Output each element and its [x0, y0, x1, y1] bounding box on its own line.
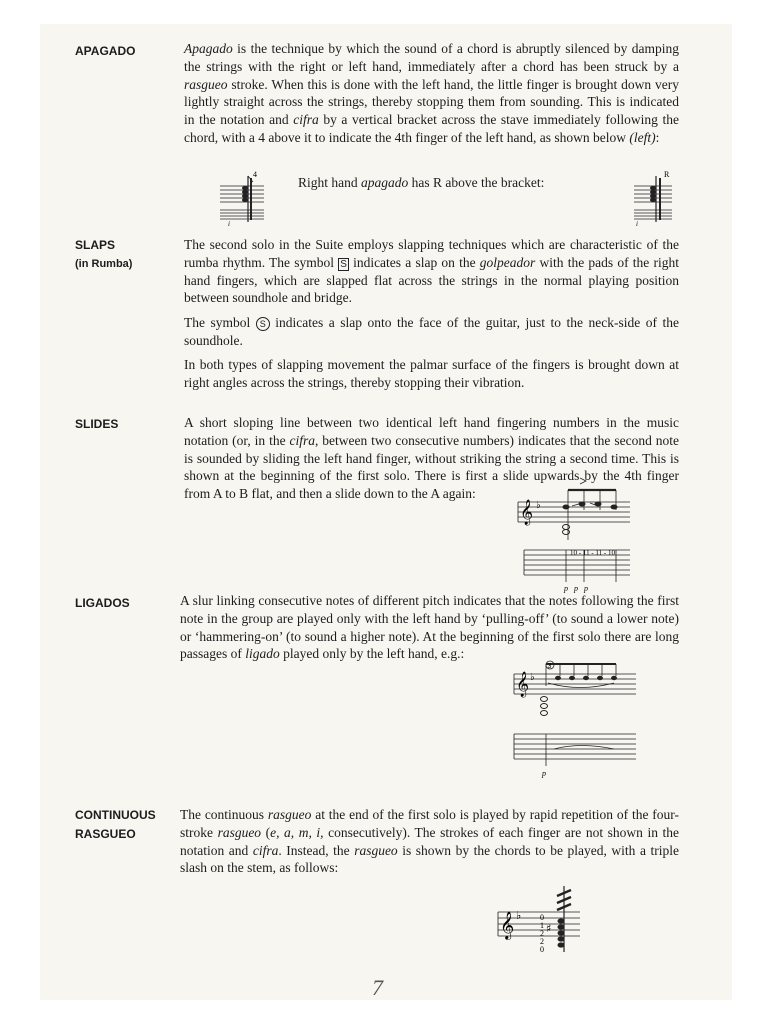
slaps-paragraph-3: In both types of slapping movement the palmar surface of the fingers is brought down at right angles across the strings, thereby stopping their vibration.	[184, 357, 679, 390]
rh-text-b: has R above the bracket:	[408, 175, 545, 190]
apagado-rasgueo: rasgueo	[184, 76, 228, 92]
apagado-cifra: cifra	[293, 112, 319, 128]
section-heading-rasgueo	[75, 806, 156, 844]
svg-text:𝄞: 𝄞	[500, 911, 515, 939]
apagado-paragraph	[184, 40, 679, 147]
rasgueo-num-4: 2	[540, 937, 544, 946]
slaps-title: SLAPS	[75, 238, 116, 252]
ligados-p-marker: p	[542, 769, 546, 778]
rasgueo-term-2: rasgueo	[217, 824, 262, 840]
ligados-music-figure	[510, 656, 640, 780]
left-finger-number: 4	[253, 170, 257, 179]
apagado-left-hand-figure	[218, 168, 268, 228]
slaps-paragraph-1	[184, 236, 679, 307]
slides-p1-b: , between two consecutive numbers) indicates that the second note is sounded by sliding the left hand finger, without striking the string a second time. This is shown at the beginning of the first solo. There is first a slide upwards by the 4th finger from A to B flat, and then a slide down to the A again:	[184, 432, 679, 502]
ligados-paragraph	[180, 592, 679, 663]
rasgueo-p1-f: is shown by the chords to be played, with a triple slash on the stem, as follows:	[180, 842, 679, 876]
apagado-left: (left)	[629, 129, 656, 145]
slap-circle-symbol: S	[256, 317, 270, 331]
ligados-string-number: 3	[547, 663, 552, 670]
page-number: 7	[372, 975, 383, 1000]
rasgueo-p1-e: . Instead, the	[278, 842, 355, 858]
rasgueo-term-3: rasgueo	[354, 842, 398, 858]
right-i-marker: i	[636, 220, 638, 228]
svg-text:𝄞: 𝄞	[520, 500, 534, 525]
rh-text-a: Right hand	[298, 175, 361, 190]
slides-tab-numbers: 10 - 11 - 11 - 10	[570, 549, 615, 557]
slaps-p1-c: with the pads of the right hand fingers, which are slapped flat across the strings in the normal playing position between soundhole and bridge.	[184, 254, 679, 306]
apagado-term: Apagado	[184, 41, 233, 56]
apagado-right-hand-figure	[632, 168, 682, 228]
slaps-golpeador: golpeador	[479, 254, 536, 270]
slaps-p1-b: indicates a slap on the	[348, 254, 480, 270]
svg-text:♭: ♭	[536, 500, 541, 511]
svg-text:♭: ♭	[530, 672, 535, 683]
section-heading-slaps	[75, 236, 132, 274]
ligados-p1-b: played only by the left hand, e.g.:	[279, 646, 465, 662]
rasgueo-num-2: 1	[540, 921, 544, 930]
rh-term: apagado	[361, 175, 409, 190]
rasgueo-fingers: e, a, m, i,	[270, 824, 324, 840]
slides-p-markers: p p p	[564, 584, 588, 593]
svg-text:♯: ♯	[546, 922, 552, 935]
rasgueo-p1-c: (	[261, 824, 271, 840]
slaps-p2-a: The symbol	[184, 315, 256, 330]
rasgueo-p1-a: The continuous	[180, 807, 268, 822]
rasgueo-p1-d: consecutively). The strokes of each finger are not shown in the notation and	[180, 824, 679, 858]
rasgueo-paragraph	[180, 806, 679, 877]
rasgueo-num-3: 2	[540, 929, 544, 938]
slides-p1-a: A short sloping line between two identical left hand fingering numbers in the music notation (or, in the	[184, 415, 679, 448]
slaps-p2-b: indicates a slap onto the face of the guitar, just to the neck-side of the soundhole.	[184, 315, 679, 348]
slaps-paragraph-2	[184, 314, 679, 350]
apagado-text-c: by a vertical bracket across the stave immediately following the chord, with a 4 above it to indicate the 4th finger of the left hand, as shown below	[184, 112, 679, 145]
slaps-p1-a: The second solo in the Suite employs slapping techniques which are characteristic of the rumba rhythm. The symbol	[184, 237, 679, 270]
rasgueo-title-line2: RASGUEO	[75, 827, 136, 841]
section-heading-slides: SLIDES	[75, 417, 119, 431]
rasgueo-cifra: cifra	[252, 842, 279, 858]
apagado-text-d: :	[655, 129, 660, 145]
slaps-subtitle: (in Rumba)	[75, 258, 133, 270]
section-heading-ligados: LIGADOS	[75, 596, 130, 610]
rasgueo-p1-b: at the end of the first solo is played by rapid repetition of the four-stroke	[180, 807, 679, 840]
rasgueo-title-line1: CONTINUOUS	[75, 808, 156, 822]
left-i-marker: i	[228, 220, 230, 228]
slides-cifra: cifra	[289, 432, 315, 448]
rasgueo-term-1: rasgueo	[267, 807, 312, 822]
ligados-term: ligado	[245, 646, 280, 662]
svg-text:♭: ♭	[516, 909, 522, 922]
slap-square-symbol: S	[340, 258, 347, 270]
rasgueo-music-figure	[494, 882, 584, 972]
slides-music-figure	[514, 470, 634, 594]
rasgueo-num-1: 0	[540, 913, 544, 922]
right-r-marker: R	[664, 170, 670, 179]
svg-text:𝄞: 𝄞	[516, 672, 530, 697]
section-heading-apagado: APAGADO	[75, 44, 136, 58]
ligados-p1-a: A slur linking consecutive notes of different pitch indicates that the notes following the first note in the group are played only with the left hand by ‘pulling-off’ (to sound a lower note) or ‘hammering-on’ (to sound a higher note). At the beginning of the first solo there are long passages of	[180, 593, 679, 662]
apagado-text-a: is the technique by which the sound of a chord is abruptly silenced by damping the strings with the right or left hand, immediately after a chord has been struck by a	[184, 41, 679, 74]
rasgueo-num-5: 0	[540, 945, 544, 954]
right-hand-apagado-caption	[298, 174, 578, 192]
apagado-text-b: stroke. When this is done with the left hand, the little finger is brought down very lightly straight across the strings, thereby stopping them from sounding. This is indicated in the notation and	[184, 76, 679, 128]
